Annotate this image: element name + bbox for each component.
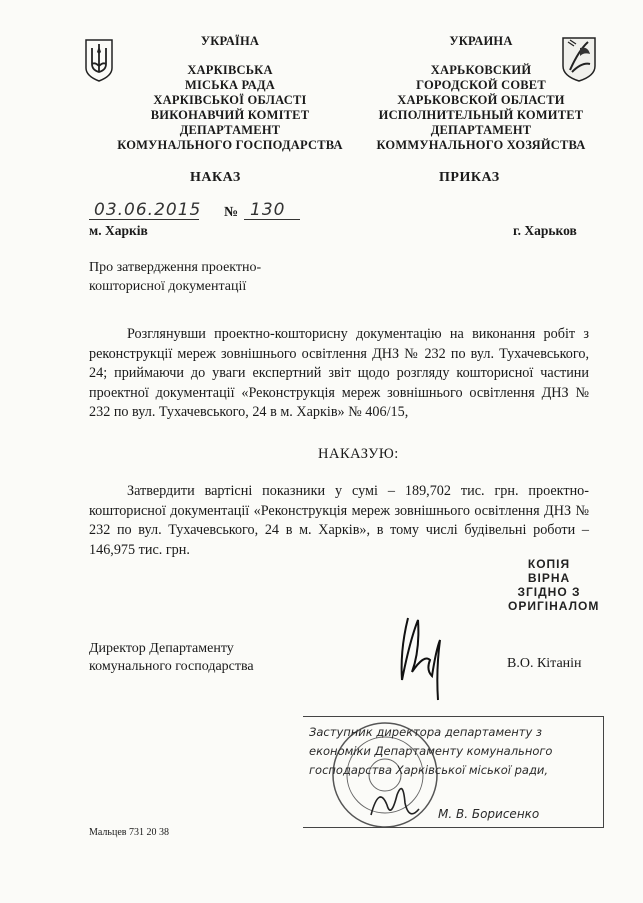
country-name-ua: УКРАЇНА <box>200 34 260 48</box>
certified-copy-text: КОПІЯ ВІРНА ЗГІДНО З ОРИГІНАЛОМ <box>508 557 600 613</box>
document-subject: Про затвердження проектно- кошторисної документації <box>89 260 262 294</box>
country-name-ru: УКРАИНА <box>449 34 513 48</box>
date-underline <box>89 219 199 220</box>
order-word: НАКАЗУЮ: <box>318 446 399 462</box>
city-ua: м. Харків <box>89 223 148 238</box>
document-type-ua: НАКАЗ <box>190 170 241 185</box>
registration-number: 130 <box>250 200 286 220</box>
number-underline <box>244 219 300 220</box>
signatory-title: Директор Департаменту комунального господарства <box>89 641 254 674</box>
number-sign: № <box>224 205 239 220</box>
certified-copy-stamp <box>508 557 600 613</box>
header-russian <box>346 34 616 153</box>
header-ukrainian <box>95 34 365 153</box>
director-signature-icon <box>390 610 450 705</box>
organization-name-ua: ХАРКІВСЬКА МІСЬКА РАДА ХАРКІВСЬКОЇ ОБЛАСТІ ВИКОНАВЧИЙ КОМІТЕТ ДЕПАРТАМЕНТ КОМУНАЛЬНОГО ГОСПОДАРСТВА <box>117 63 343 152</box>
deputy-signature-icon <box>365 775 425 825</box>
registration-date: 03.06.2015 <box>94 200 202 220</box>
deputy-stamp-text: Заступник директора департаменту з економіки Департаменту комунального господарства Харківської міської ради, <box>309 725 553 777</box>
organization-name-ru: ХАРЬКОВСКИЙ ГОРОДСКОЙ СОВЕТ ХАРЬКОВСКОЙ ОБЛАСТИ ИСПОЛНИТЕЛЬНЫЙ КОМИТЕТ ДЕПАРТАМЕНТ КОММУНАЛЬНОГО ХОЗЯЙСТВА <box>376 63 586 152</box>
city-ru: г. Харьков <box>513 223 577 238</box>
signatory-name: В.О. Кітанін <box>507 656 582 671</box>
document-type-ru: ПРИКАЗ <box>439 170 500 185</box>
preamble-paragraph: Розглянувши проектно-кошторисну документацію на виконання робіт з реконструкції мереж зовнішнього освітлення ДНЗ № 232 по вул. Тухачевського, 24; приймаючи до уваги експертний звіт щодо розгляду кошторисної частини проектної документації «Реконструкція мереж зовнішнього освітлення ДНЗ № 232 по вул. Тухачевського, 24 в м. Харків» № 406/15, <box>89 326 589 421</box>
deputy-name: М. В. Борисенко <box>438 807 540 821</box>
order-paragraph: Затвердити вартісні показники у сумі – 189,702 тис. грн. проектно-кошторисної документації «Реконструкція мереж зовнішнього освітлення ДНЗ № 232 по вул. Тухачевського, 24 в м. Харків», в тому числі будівельні роботи – 146,975 тис. грн. <box>89 483 589 558</box>
executor-phone: Мальцев 731 20 38 <box>89 827 169 838</box>
deputy-certification-stamp <box>303 716 604 828</box>
